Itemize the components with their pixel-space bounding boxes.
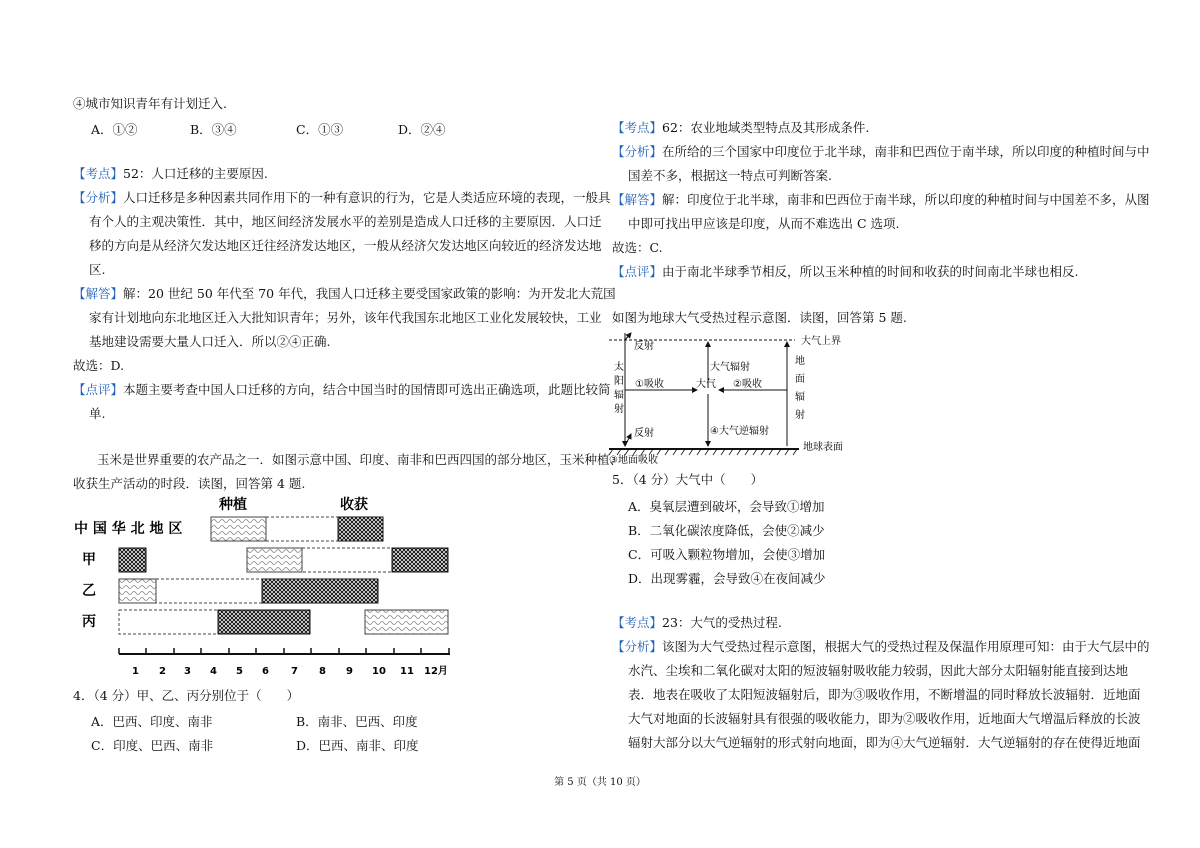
- fenxi-23-line1: [612, 639, 1150, 655]
- tick-11: 11: [400, 666, 414, 677]
- bottom-reflect-arrow: [625, 434, 631, 446]
- kaodian-tag: 【考点】: [612, 120, 663, 135]
- china-growing-bar: [266, 517, 338, 541]
- ground-radiation-char: 面: [795, 374, 805, 385]
- atm-radiation-label: 大气辐射: [710, 362, 750, 373]
- q4-intro-line1: 玉米是世界重要的农产品之一．如图示意中国、印度、南非和巴西四国的部分地区，玉米种植、: [97, 452, 623, 467]
- fenxi-52-line2: 有个人的主观决策性．其中，地区间经济发展水平的差别是造成人口迁移的主要原因．人口迁: [89, 214, 602, 229]
- jieda-62-line1: [612, 192, 1150, 208]
- row-label-yi: 乙: [82, 583, 96, 599]
- tick-3: 3: [184, 666, 191, 677]
- tick-6: 6: [262, 666, 269, 677]
- atmosphere-label: 大气: [696, 379, 716, 390]
- q5-intro: 如图为地球大气受热过程示意图．读图，回答第 5 题.: [612, 310, 907, 325]
- yi-harvest-bar: [262, 579, 378, 603]
- yi-growing-bar: [156, 579, 262, 603]
- q4-option-c: C．印度、巴西、南非: [91, 738, 214, 753]
- tick-2: 2: [159, 666, 166, 677]
- fenxi-tag: 【分析】: [612, 144, 663, 159]
- jieda-52-line2: 家有计划地向东北地区迁入大批知识青年；另外，该年代我国东北地区工业化发展较快，工业: [89, 310, 602, 325]
- tick-12: 12月: [424, 666, 448, 677]
- kaodian-62-text: 62：农业地域类型特点及其形成条件.: [662, 120, 870, 135]
- absorb2-label: ②吸收: [733, 379, 762, 390]
- kaodian-52-text: 52：人口迁移的主要原因.: [123, 166, 268, 181]
- q5-stem: 5．（4 分）大气中（ ）: [612, 472, 764, 487]
- jia-growing-bar: [302, 548, 392, 572]
- solar-radiation-char: 射: [614, 404, 624, 415]
- counter-radiation-label: ④大气逆辐射: [710, 426, 769, 437]
- jieda-tag: 【解答】: [73, 286, 124, 301]
- row-label-china: 中 国 华 北 地 区: [74, 521, 183, 537]
- header-plant: 种植: [219, 497, 247, 513]
- fenxi-62-text: 在所给的三个国家中印度位于北半球，南非和巴西位于南半球，所以印度的种植时间与中: [662, 144, 1150, 159]
- fenxi-62-line1: [612, 144, 1150, 160]
- top-reflect-arrow: [625, 333, 631, 340]
- fenxi-52-line1: [73, 190, 611, 206]
- fenxi-23-line3: 表．地表在吸收了太阳短波辐射后，即为③吸收作用，不断增温的同时释放长波辐射．近地面: [628, 687, 1141, 702]
- q4-stem: 4．（4 分）甲、乙、丙分别位于（ ）: [73, 688, 300, 703]
- fenxi-23-line4: 大气对地面的长波辐射具有很强的吸收能力，即为②吸收作用，近地面大气增温后释放的长波: [628, 711, 1141, 726]
- jia-planting-bar: [247, 548, 302, 572]
- fenxi-23-line2: 水汽、尘埃和二氧化碳对太阳的短波辐射吸收能力较弱，因此大部分太阳辐射能直接到达地: [628, 663, 1129, 678]
- solar-radiation-char: 太: [614, 362, 624, 373]
- row-label-bing: 丙: [82, 614, 96, 630]
- q5-option-a: A．臭氧层遭到破坏，会导致①增加: [628, 499, 825, 514]
- q3-option-b: B．③④: [190, 122, 237, 137]
- dianping-62: [612, 264, 1079, 280]
- dianping-tag: 【点评】: [612, 264, 663, 279]
- jieda-52-line1: [73, 286, 616, 302]
- fenxi-62-line2: 国差不多，根据这一特点可判断答案.: [628, 168, 832, 183]
- jieda-tag: 【解答】: [612, 192, 663, 207]
- q3-option-d: D．②④: [398, 122, 446, 137]
- ground-radiation-char: 射: [795, 410, 805, 421]
- corn-calendar-chart: [68, 494, 468, 682]
- q4-option-d: D．巴西、南非、印度: [296, 738, 419, 753]
- bing-planting-bar: [365, 610, 448, 634]
- solar-radiation-char: 阳: [614, 376, 624, 387]
- q3-option-a: A．①②: [91, 122, 138, 137]
- dianping-52-line1: [73, 382, 611, 398]
- q5-option-b: B．二氧化碳浓度降低，会使②减少: [628, 523, 825, 538]
- ground-radiation-char: 辐: [795, 392, 805, 403]
- q3-option-c: C．①③: [296, 122, 344, 137]
- row-label-jia: 甲: [82, 552, 96, 568]
- dianping-62-text: 由于南北半球季节相反，所以玉米种植的时间和收获的时间南北半球也相反.: [662, 264, 1079, 279]
- bing-harvest-bar: [218, 610, 310, 634]
- kaodian-tag: 【考点】: [612, 615, 663, 630]
- q4-option-b: B．南非、巴西、印度: [296, 714, 418, 729]
- kaodian-tag: 【考点】: [73, 166, 124, 181]
- china-planting-bar: [211, 517, 266, 541]
- jieda-52-text: 解：20 世纪 50 年代至 70 年代，我国人口迁移主要受国家政策的影响：为开发北大荒国: [123, 286, 616, 301]
- q3-item4: ④城市知识青年有计划迁入.: [73, 96, 227, 111]
- q4-option-a: A．巴西、印度、南非: [91, 714, 213, 729]
- tick-10: 10: [372, 666, 386, 677]
- jieda-62-line2: 中即可找出甲应该是印度，从而不难选出 C 选项.: [628, 216, 900, 231]
- tick-5: 5: [236, 666, 243, 677]
- china-harvest-bar: [338, 517, 383, 541]
- surface-label: 地球表面: [803, 442, 843, 453]
- dianping-tag: 【点评】: [73, 382, 124, 397]
- answer-d: 故选：D.: [73, 358, 125, 373]
- absorb1-label: ①吸收: [635, 379, 664, 390]
- yi-planting-bar: [119, 579, 156, 603]
- reflect-top-label: 反射: [634, 341, 654, 352]
- q5-option-d: D．出现雾霾，会导致④在夜间减少: [628, 571, 826, 586]
- q5-option-c: C．可吸入颗粒物增加，会使③增加: [628, 547, 826, 562]
- fenxi-23-line5: 辐射大部分以大气逆辐射的形式射向地面，即为④大气逆辐射．大气逆辐射的存在使得近地面: [628, 735, 1141, 750]
- solar-radiation-char: 辐: [614, 390, 624, 401]
- dianping-52-line2: 单.: [89, 406, 106, 421]
- atmosphere-heating-diagram: [607, 328, 859, 470]
- kaodian-62: [612, 120, 869, 136]
- ground-absorb-label: ③地面吸收: [609, 455, 658, 466]
- reflect-bottom-label: 反射: [634, 428, 654, 439]
- tick-8: 8: [319, 666, 326, 677]
- kaodian-52: [73, 166, 268, 182]
- tick-9: 9: [346, 666, 353, 677]
- fenxi-52-text: 人口迁移是多种因素共同作用下的一种有意识的行为，它是人类适应环境的表现，一般具: [123, 190, 611, 205]
- jia-harvest-bar-2: [392, 548, 448, 572]
- jieda-62-text: 解：印度位于北半球，南非和巴西位于南半球，所以印度的种植时间与中国差不多，从图: [662, 192, 1150, 207]
- ground-radiation-char: 地: [795, 356, 805, 367]
- tick-4: 4: [210, 666, 217, 677]
- tick-1: 1: [132, 666, 139, 677]
- fenxi-52-line3: 移的方向是从经济欠发达地区迁往经济发达地区，一般从经济欠发达地区向较近的经济发达地: [89, 238, 602, 253]
- fenxi-tag: 【分析】: [612, 639, 663, 654]
- jieda-52-line3: 基地建设需要大量人口迁入．所以②④正确.: [89, 334, 331, 349]
- page-footer: 第 5 页（共 10 页）: [554, 777, 646, 788]
- top-boundary-label: 大气上界: [801, 336, 841, 347]
- fenxi-52-line4: 区.: [89, 262, 106, 277]
- kaodian-23-text: 23：大气的受热过程.: [662, 615, 782, 630]
- jia-harvest-bar: [119, 548, 146, 572]
- bing-growing-bar: [119, 610, 218, 634]
- q4-intro-line2: 收获生产活动的时段．读图，回答第 4 题.: [73, 476, 306, 491]
- kaodian-23: [612, 615, 782, 631]
- answer-c: 故选：C.: [612, 240, 663, 255]
- dianping-52-text: 本题主要考查中国人口迁移的方向，结合中国当时的国情即可选出正确选项，此题比较简: [123, 382, 611, 397]
- tick-7: 7: [291, 666, 298, 677]
- fenxi-23-text: 该图为大气受热过程示意图，根据大气的受热过程及保温作用原理可知：由于大气层中的: [662, 639, 1150, 654]
- header-harvest: 收获: [340, 497, 368, 513]
- fenxi-tag: 【分析】: [73, 190, 124, 205]
